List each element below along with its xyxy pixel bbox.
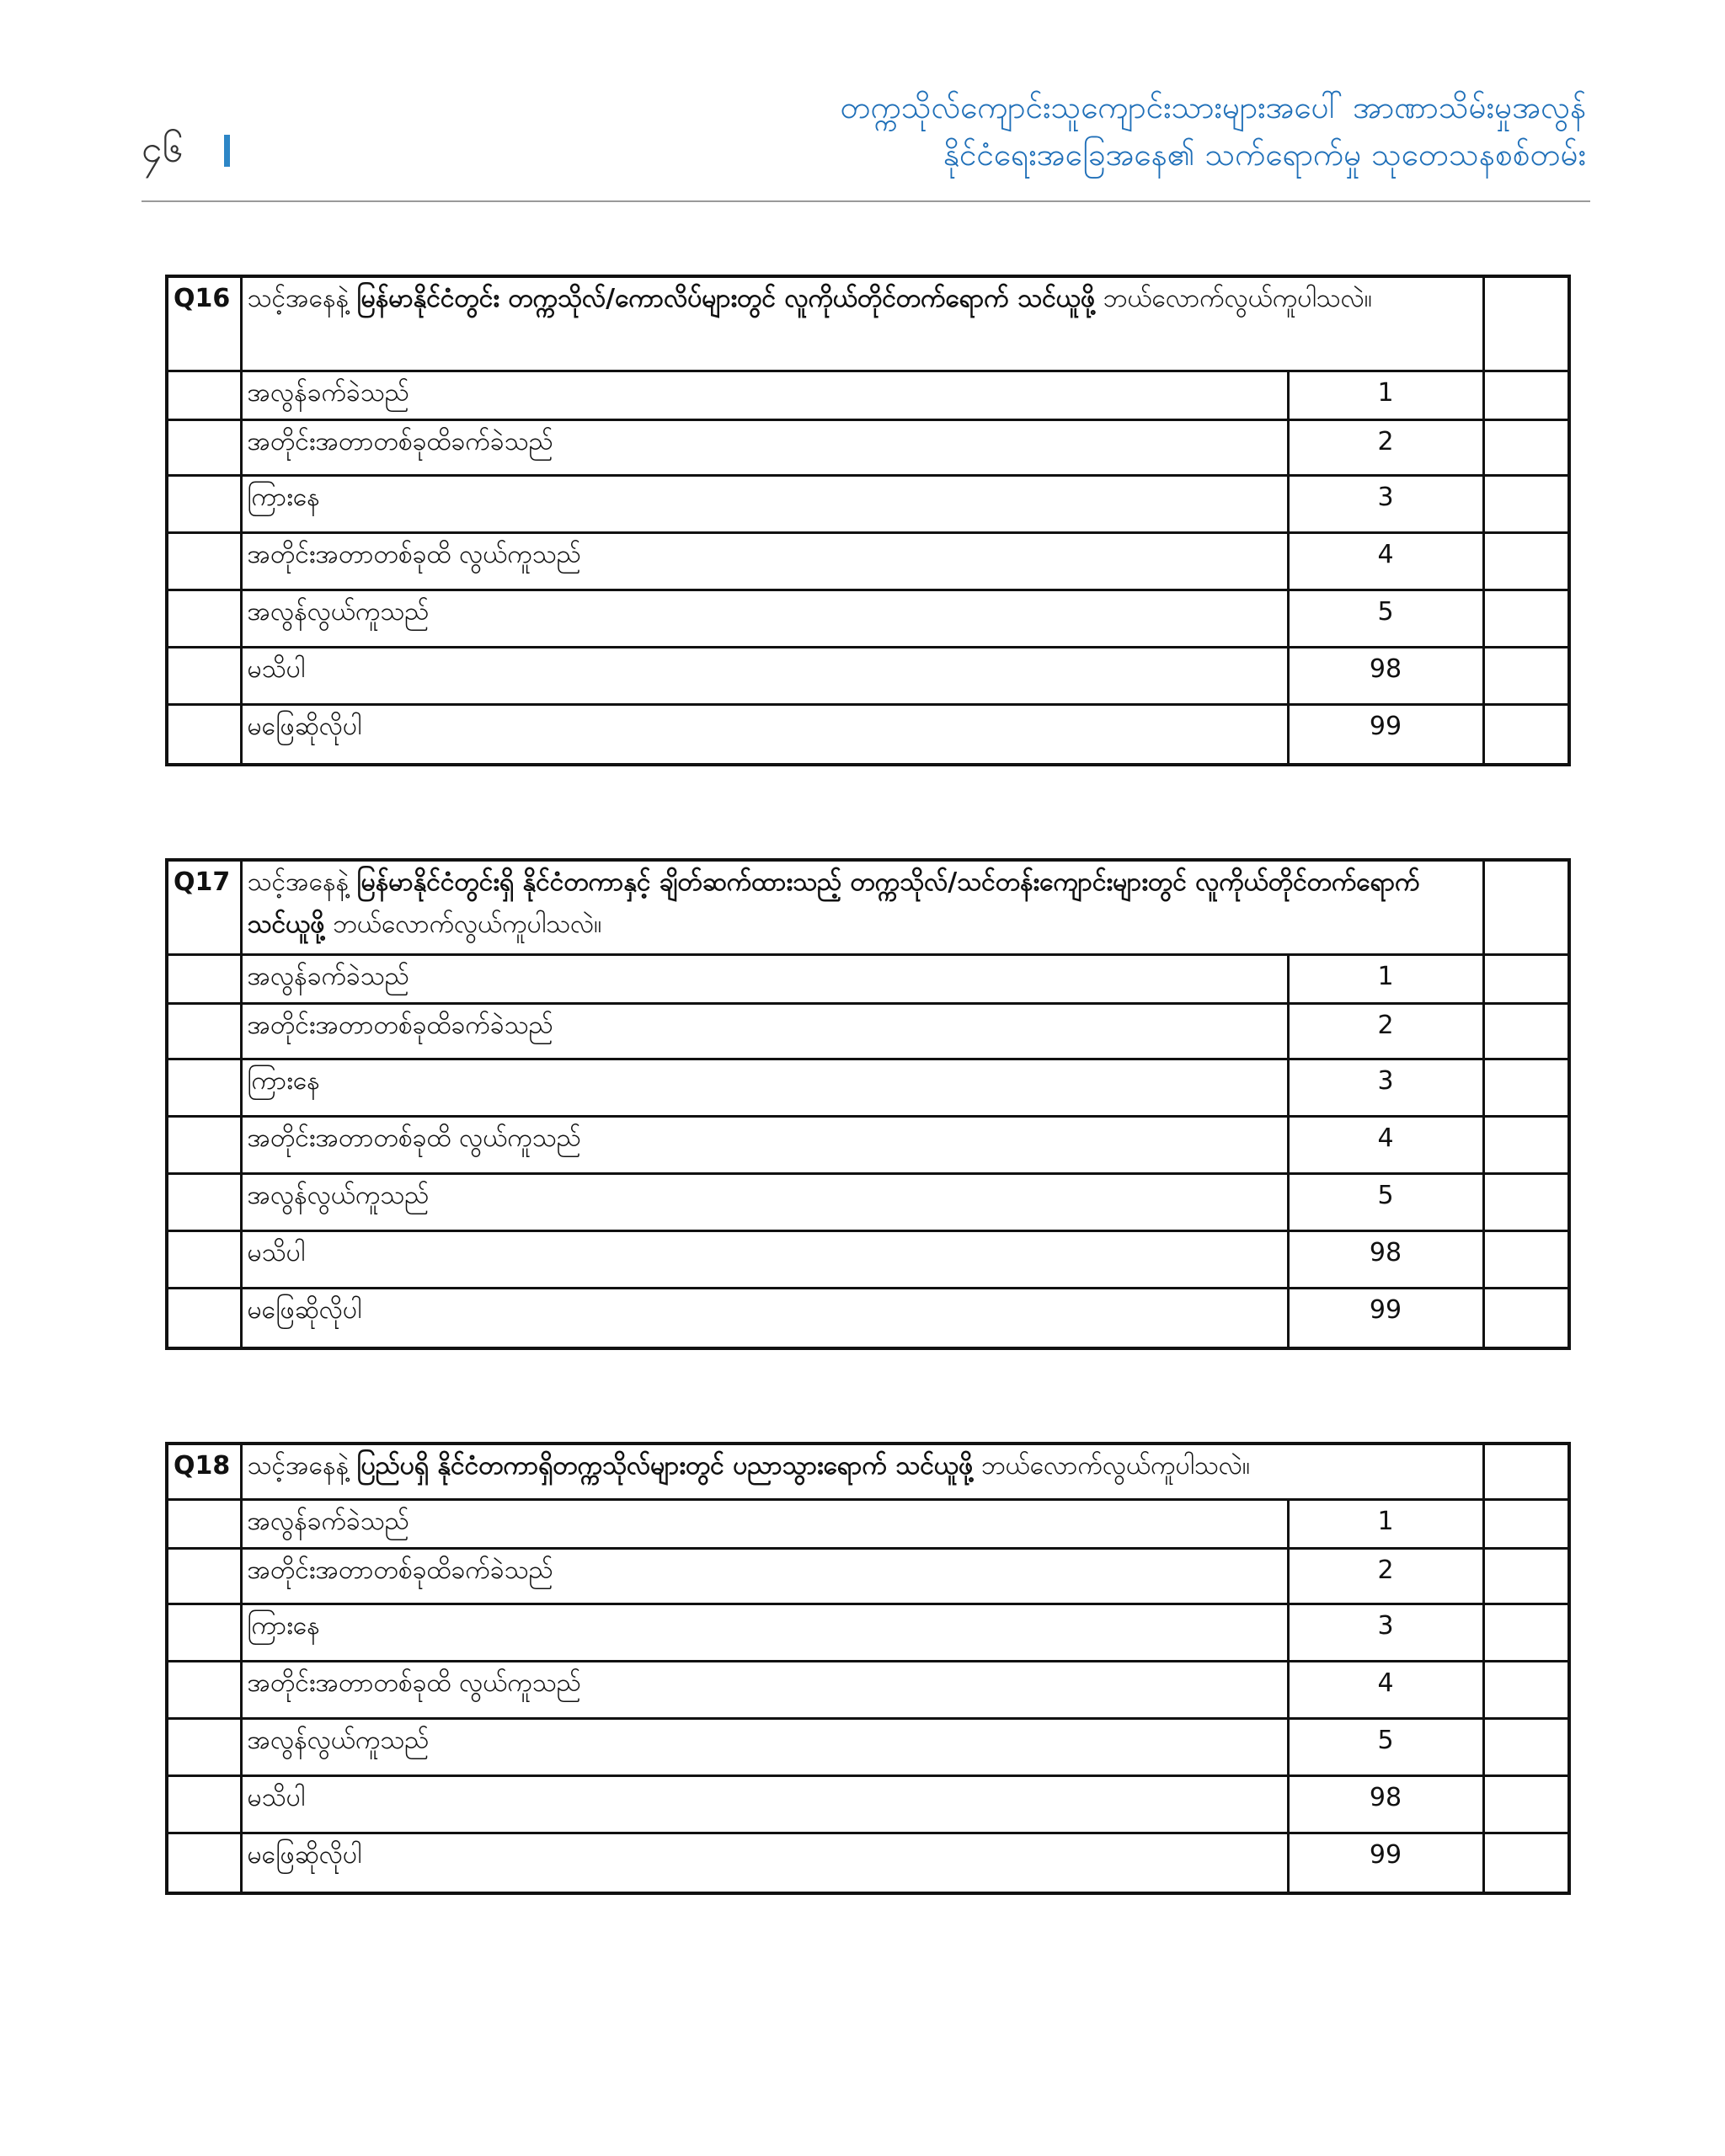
option-row: [167, 1059, 1569, 1116]
blank-cell: [167, 590, 241, 647]
option-label: အလွန်လွယ်ကူသည်: [241, 590, 1288, 647]
option-code: 98: [1288, 647, 1483, 704]
option-label: မဖြေဆိုလိုပါ: [241, 1833, 1288, 1893]
option-row: [167, 1230, 1569, 1288]
option-row: [167, 1288, 1569, 1348]
option-row: [167, 704, 1569, 765]
question-prefix: သင့်အနေနဲ့: [247, 867, 357, 897]
question-row: [167, 1444, 1569, 1499]
question-text: [241, 276, 1483, 371]
question-suffix: ဘယ်လောက်လွယ်ကူပါသလဲ။: [324, 910, 602, 939]
page-number: ၄၆: [142, 128, 184, 171]
option-label: မသိပါ: [241, 1775, 1288, 1833]
option-code: 99: [1288, 1833, 1483, 1893]
question-row: [167, 276, 1569, 371]
answer-cell[interactable]: [1483, 1775, 1569, 1833]
option-label: မသိပါ: [241, 647, 1288, 704]
option-label: အလွန်ခက်ခဲသည်: [241, 954, 1288, 1003]
option-row: [167, 1173, 1569, 1230]
answer-cell[interactable]: [1483, 419, 1569, 475]
blank-cell: [167, 1833, 241, 1893]
header-divider: [142, 200, 1590, 202]
answer-cell[interactable]: [1483, 1548, 1569, 1604]
option-code: 5: [1288, 1718, 1483, 1775]
blank-cell: [167, 647, 241, 704]
option-code: 98: [1288, 1230, 1483, 1288]
blank-cell: [167, 1661, 241, 1718]
blank-cell: [167, 704, 241, 765]
blank-cell: [167, 1718, 241, 1775]
option-label: ကြားနေ: [241, 1059, 1288, 1116]
answer-cell[interactable]: [1483, 1718, 1569, 1775]
blank-cell: [167, 371, 241, 419]
blank-cell: [167, 1604, 241, 1661]
question-suffix: ဘယ်လောက်လွယ်ကူပါသလဲ။: [973, 1451, 1250, 1481]
option-row: [167, 1661, 1569, 1718]
option-row: [167, 1548, 1569, 1604]
question-id: Q16: [167, 276, 241, 371]
answer-cell[interactable]: [1483, 1003, 1569, 1059]
answer-cell[interactable]: [1483, 704, 1569, 765]
running-header-line-1: တက္ကသိုလ်ကျောင်းသူကျောင်းသားများအပေါ် အာဏာသိမ်းမှုအလွန်: [840, 89, 1586, 125]
question-text: [241, 1444, 1483, 1499]
question-text: [241, 860, 1483, 954]
option-label: အတိုင်းအတာတစ်ခုထိခက်ခဲသည်: [241, 1003, 1288, 1059]
page-number-accent-bar: [224, 135, 230, 167]
blank-cell: [167, 419, 241, 475]
option-label: ကြားနေ: [241, 475, 1288, 532]
question-id: Q18: [167, 1444, 241, 1499]
option-row: [167, 1499, 1569, 1548]
question-bold-text: မြန်မာနိုင်ငံတွင်းရှိ နိုင်ငံတကာနှင့် ချိတ်ဆက်ထားသည့် တက္ကသိုလ်/သင်တန်းကျောင်းများတွင် လူကိုယ်တိုင်တက်ရောက် သင်ယူဖို့: [247, 867, 1420, 939]
answer-cell[interactable]: [1483, 371, 1569, 419]
option-label: အတိုင်းအတာတစ်ခုထိ လွယ်ကူသည်: [241, 1116, 1288, 1173]
option-row: [167, 371, 1569, 419]
blank-cell: [167, 954, 241, 1003]
blank-cell: [167, 1230, 241, 1288]
blank-cell: [167, 1499, 241, 1548]
option-code: 4: [1288, 1116, 1483, 1173]
running-header-line-2: နိုင်ငံရေးအခြေအနေ၏ သက်ရောက်မှု သုတေသနစစ်တမ်း: [943, 136, 1586, 173]
option-row: [167, 1604, 1569, 1661]
option-row: [167, 1116, 1569, 1173]
blank-cell: [167, 1116, 241, 1173]
answer-cell[interactable]: [1483, 1833, 1569, 1893]
option-label: အတိုင်းအတာတစ်ခုထိခက်ခဲသည်: [241, 1548, 1288, 1604]
option-code: 1: [1288, 954, 1483, 1003]
blank-cell: [167, 1173, 241, 1230]
option-row: [167, 419, 1569, 475]
question-bold-text: မြန်မာနိုင်ငံတွင်း တက္ကသိုလ်/ကောလိပ်များတွင် လူကိုယ်တိုင်တက်ရောက် သင်ယူဖို့: [356, 284, 1096, 313]
option-code: 1: [1288, 1499, 1483, 1548]
option-label: အတိုင်းအတာတစ်ခုထိခက်ခဲသည်: [241, 419, 1288, 475]
question-row: [167, 860, 1569, 954]
answer-cell[interactable]: [1483, 1230, 1569, 1288]
running-header: [840, 84, 1586, 179]
question-table-q16: [165, 275, 1571, 766]
option-label: အလွန်ခက်ခဲသည်: [241, 1499, 1288, 1548]
answer-cell[interactable]: [1483, 1661, 1569, 1718]
option-code: 2: [1288, 419, 1483, 475]
option-label: ကြားနေ: [241, 1604, 1288, 1661]
option-code: 4: [1288, 1661, 1483, 1718]
option-row: [167, 954, 1569, 1003]
blank-cell: [167, 1548, 241, 1604]
answer-cell[interactable]: [1483, 1604, 1569, 1661]
option-row: [167, 590, 1569, 647]
option-row: [167, 1775, 1569, 1833]
blank-cell: [167, 1059, 241, 1116]
blank-cell: [167, 475, 241, 532]
question-prefix: သင့်အနေနဲ့: [247, 284, 357, 313]
answer-cell[interactable]: [1483, 475, 1569, 532]
option-label: အလွန်လွယ်ကူသည်: [241, 1718, 1288, 1775]
question-bold-text: ပြည်ပရှိ နိုင်ငံတကာရှိတက္ကသိုလ်များတွင် ပညာသွားရောက် သင်ယူဖို့: [356, 1451, 974, 1481]
option-label: မသိပါ: [241, 1230, 1288, 1288]
blank-cell: [167, 532, 241, 590]
answer-cell[interactable]: [1483, 532, 1569, 590]
question-table-q18: [165, 1442, 1571, 1895]
option-code: 99: [1288, 704, 1483, 765]
answer-box[interactable]: [1483, 276, 1569, 371]
answer-cell[interactable]: [1483, 1059, 1569, 1116]
option-row: [167, 532, 1569, 590]
option-row: [167, 1833, 1569, 1893]
question-id: Q17: [167, 860, 241, 954]
blank-cell: [167, 1775, 241, 1833]
answer-cell[interactable]: [1483, 1499, 1569, 1548]
question-table-q17: [165, 858, 1571, 1350]
answer-cell[interactable]: [1483, 1173, 1569, 1230]
option-row: [167, 475, 1569, 532]
option-code: 98: [1288, 1775, 1483, 1833]
option-label: အတိုင်းအတာတစ်ခုထိ လွယ်ကူသည်: [241, 1661, 1288, 1718]
option-code: 5: [1288, 590, 1483, 647]
option-label: အလွန်လွယ်ကူသည်: [241, 1173, 1288, 1230]
answer-box[interactable]: [1483, 1444, 1569, 1499]
answer-cell[interactable]: [1483, 1288, 1569, 1348]
option-code: 4: [1288, 532, 1483, 590]
answer-cell[interactable]: [1483, 1116, 1569, 1173]
blank-cell: [167, 1003, 241, 1059]
option-code: 3: [1288, 475, 1483, 532]
option-label: မဖြေဆိုလိုပါ: [241, 704, 1288, 765]
option-code: 5: [1288, 1173, 1483, 1230]
blank-cell: [167, 1288, 241, 1348]
option-code: 3: [1288, 1604, 1483, 1661]
option-code: 2: [1288, 1548, 1483, 1604]
option-row: [167, 647, 1569, 704]
question-suffix: ဘယ်လောက်လွယ်ကူပါသလဲ။: [1095, 284, 1372, 313]
option-code: 1: [1288, 371, 1483, 419]
option-label: အတိုင်းအတာတစ်ခုထိ လွယ်ကူသည်: [241, 532, 1288, 590]
question-prefix: သင့်အနေနဲ့: [247, 1451, 357, 1481]
answer-cell[interactable]: [1483, 647, 1569, 704]
option-label: မဖြေဆိုလိုပါ: [241, 1288, 1288, 1348]
answer-cell[interactable]: [1483, 954, 1569, 1003]
option-row: [167, 1003, 1569, 1059]
option-label: အလွန်ခက်ခဲသည်: [241, 371, 1288, 419]
answer-cell[interactable]: [1483, 590, 1569, 647]
option-code: 2: [1288, 1003, 1483, 1059]
option-row: [167, 1718, 1569, 1775]
option-code: 3: [1288, 1059, 1483, 1116]
answer-box[interactable]: [1483, 860, 1569, 954]
option-code: 99: [1288, 1288, 1483, 1348]
